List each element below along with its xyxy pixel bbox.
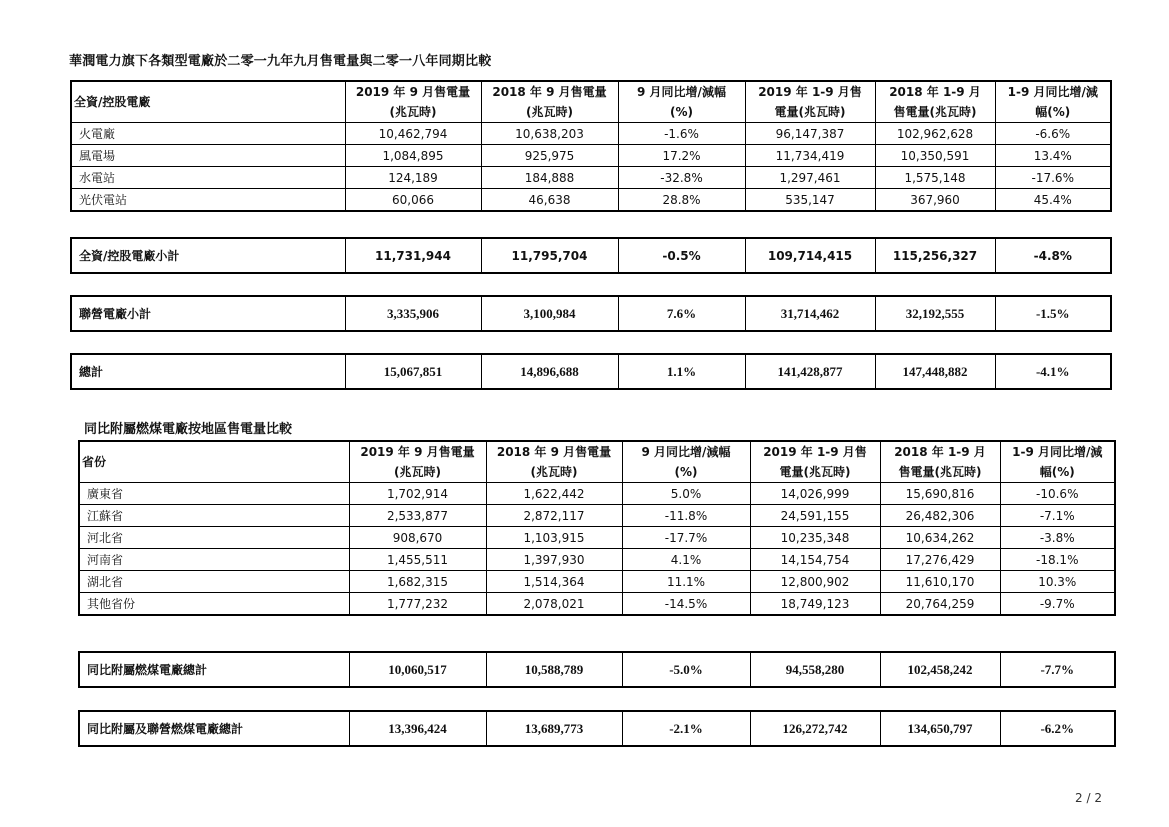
cell: 1,702,914 [349,483,486,505]
table-row [71,123,1111,145]
row-label: 全資/控股電廠小計 [71,238,345,273]
col-header: 9 月同比增/減幅 (%) [622,441,750,483]
cell: -0.5% [618,238,745,273]
table-row [79,527,1115,549]
cell: 94,558,280 [750,652,880,687]
main-title: 華潤電力旗下各類型電廠於二零一九年九月售電量與二零一八年同期比較 [69,54,492,69]
cell: -7.1% [1000,505,1115,527]
subtotal-owned-table [70,237,1112,274]
col-header: 1-9 月同比增/減 幅(%) [995,81,1111,123]
cell: 7.6% [618,296,745,331]
row-label: 湖北省 [79,571,349,593]
col-header: 2018 年 9 月售電量 (兆瓦時) [481,81,618,123]
table-row [71,145,1111,167]
table-row [79,571,1115,593]
row-label: 水電站 [71,167,345,189]
total-row [79,652,1115,687]
cell: 1,682,315 [349,571,486,593]
col-header: 9 月同比增/減幅 (%) [618,81,745,123]
header-label: 全資/控股電廠 [71,81,345,123]
col-header: 2019 年 1-9 月售 電量(兆瓦時) [745,81,875,123]
header-label: 省份 [79,441,349,483]
cell: 28.8% [618,189,745,212]
table-header [71,81,1111,123]
row-label: 同比附屬及聯營燃煤電廠總計 [79,711,349,746]
col-header: 2018 年 1-9 月 售電量(兆瓦時) [880,441,1000,483]
cell: 1,103,915 [486,527,622,549]
cell: 535,147 [745,189,875,212]
col-header: 2019 年 9 月售電量 (兆瓦時) [345,81,481,123]
row-label: 火電廠 [71,123,345,145]
cell: -7.7% [1000,652,1115,687]
cell: 14,896,688 [481,354,618,389]
cell: 96,147,387 [745,123,875,145]
cell: 13.4% [995,145,1111,167]
cell: -3.8% [1000,527,1115,549]
cell: 134,650,797 [880,711,1000,746]
cell: 141,428,877 [745,354,875,389]
cell: 20,764,259 [880,593,1000,616]
cell: 2,533,877 [349,505,486,527]
col-header: 2018 年 1-9 月 售電量(兆瓦時) [875,81,995,123]
cell: 13,689,773 [486,711,622,746]
cell: -17.6% [995,167,1111,189]
col-header: 1-9 月同比增/減 幅(%) [1000,441,1115,483]
cell: 10,634,262 [880,527,1000,549]
cell: 2,078,021 [486,593,622,616]
row-label: 光伏電站 [71,189,345,212]
cell: 5.0% [622,483,750,505]
cell: 13,396,424 [349,711,486,746]
col-header: 2019 年 9 月售電量 (兆瓦時) [349,441,486,483]
cell: 102,962,628 [875,123,995,145]
cell: 925,975 [481,145,618,167]
cell: 3,335,906 [345,296,481,331]
province-table [78,440,1116,616]
cell: 1,622,442 [486,483,622,505]
cell: 17.2% [618,145,745,167]
subtotal-row [71,238,1111,273]
cell: -14.5% [622,593,750,616]
row-label: 總計 [71,354,345,389]
cell: -10.6% [1000,483,1115,505]
cell: 24,591,155 [750,505,880,527]
cell: -4.1% [995,354,1111,389]
cell: 12,800,902 [750,571,880,593]
row-label: 廣東省 [79,483,349,505]
table-row [79,549,1115,571]
cell: -6.2% [1000,711,1115,746]
province-title: 同比附屬燃煤電廠按地區售電量比較 [84,422,293,437]
cell: 14,154,754 [750,549,880,571]
cell: 31,714,462 [745,296,875,331]
row-label: 江蘇省 [79,505,349,527]
cell: 184,888 [481,167,618,189]
cell: 11,731,944 [345,238,481,273]
grand-total-table [70,353,1112,390]
cell: 10,638,203 [481,123,618,145]
cell: 14,026,999 [750,483,880,505]
cell: -11.8% [622,505,750,527]
cell: -1.6% [618,123,745,145]
coal-assoc-total-table [78,710,1116,747]
cell: 1,397,930 [486,549,622,571]
cell: -4.8% [995,238,1111,273]
cell: 10,350,591 [875,145,995,167]
cell: 367,960 [875,189,995,212]
cell: -5.0% [622,652,750,687]
cell: 11.1% [622,571,750,593]
col-header: 2019 年 1-9 月售 電量(兆瓦時) [750,441,880,483]
cell: 10,235,348 [750,527,880,549]
cell: -18.1% [1000,549,1115,571]
cell: 1,455,511 [349,549,486,571]
cell: 10,588,789 [486,652,622,687]
cell: 17,276,429 [880,549,1000,571]
cell: 11,734,419 [745,145,875,167]
cell: 147,448,882 [875,354,995,389]
row-label: 風電場 [71,145,345,167]
cell: 1,777,232 [349,593,486,616]
cell: 102,458,242 [880,652,1000,687]
row-label: 河北省 [79,527,349,549]
cell: -6.6% [995,123,1111,145]
table-row [79,593,1115,616]
cell: -9.7% [1000,593,1115,616]
cell: 10,462,794 [345,123,481,145]
cell: 45.4% [995,189,1111,212]
row-label: 同比附屬燃煤電廠總計 [79,652,349,687]
total-row [71,354,1111,389]
cell: 11,610,170 [880,571,1000,593]
cell: 1,514,364 [486,571,622,593]
cell: 109,714,415 [745,238,875,273]
table-header [79,441,1115,483]
cell: 1.1% [618,354,745,389]
cell: 124,189 [345,167,481,189]
table-row [71,189,1111,212]
cell: -17.7% [622,527,750,549]
cell: 15,067,851 [345,354,481,389]
cell: 3,100,984 [481,296,618,331]
cell: 10,060,517 [349,652,486,687]
cell: 908,670 [349,527,486,549]
page-number: 2 / 2 [1075,791,1102,805]
table-row [71,167,1111,189]
row-label: 其他省份 [79,593,349,616]
cell: -2.1% [622,711,750,746]
cell: 4.1% [622,549,750,571]
cell: 115,256,327 [875,238,995,273]
plant-type-table [70,80,1112,212]
cell: 32,192,555 [875,296,995,331]
cell: 10.3% [1000,571,1115,593]
cell: 46,638 [481,189,618,212]
cell: 126,272,742 [750,711,880,746]
cell: 11,795,704 [481,238,618,273]
cell: 26,482,306 [880,505,1000,527]
cell: -32.8% [618,167,745,189]
cell: 60,066 [345,189,481,212]
cell: 1,575,148 [875,167,995,189]
cell: 2,872,117 [486,505,622,527]
table-row [79,483,1115,505]
cell: 1,084,895 [345,145,481,167]
cell: 15,690,816 [880,483,1000,505]
row-label: 聯營電廠小計 [71,296,345,331]
col-header: 2018 年 9 月售電量 (兆瓦時) [486,441,622,483]
cell: 18,749,123 [750,593,880,616]
row-label: 河南省 [79,549,349,571]
table-row [79,505,1115,527]
cell: -1.5% [995,296,1111,331]
subtotal-associates-table [70,295,1112,332]
coal-total-table [78,651,1116,688]
cell: 1,297,461 [745,167,875,189]
subtotal-row [71,296,1111,331]
total-row [79,711,1115,746]
